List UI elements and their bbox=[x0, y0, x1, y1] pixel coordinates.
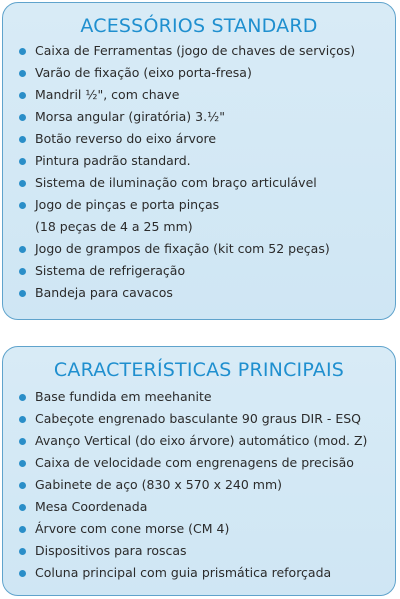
bullet-icon bbox=[19, 246, 26, 253]
list-item bbox=[3, 496, 367, 518]
main-features-panel bbox=[2, 346, 396, 596]
list-item bbox=[3, 562, 367, 584]
list-item-text: Gabinete de aço (830 x 570 x 240 mm) bbox=[35, 477, 283, 492]
list-item bbox=[3, 40, 355, 62]
standard-accessories-panel bbox=[2, 2, 396, 320]
standard-accessories-list bbox=[3, 40, 355, 304]
list-item-text: Avanço Vertical (do eixo árvore) automático (mod. Z) bbox=[35, 433, 368, 448]
bullet-icon bbox=[19, 202, 26, 209]
list-item-text: Botão reverso do eixo árvore bbox=[35, 131, 217, 146]
list-item-continuation bbox=[3, 216, 355, 238]
list-item-text: Dispositivos para roscas bbox=[35, 543, 187, 558]
list-item bbox=[3, 386, 367, 408]
bullet-icon bbox=[19, 548, 26, 555]
list-item-text: Sistema de iluminação com braço articulável bbox=[35, 175, 317, 190]
list-item bbox=[3, 430, 367, 452]
list-item bbox=[3, 282, 355, 304]
bullet-icon bbox=[19, 114, 26, 121]
list-item bbox=[3, 452, 367, 474]
list-item-text: Varão de fixação (eixo porta-fresa) bbox=[35, 65, 252, 80]
list-item bbox=[3, 260, 355, 282]
bullet-icon bbox=[19, 136, 26, 143]
bullet-icon bbox=[19, 268, 26, 275]
list-item-text: Coluna principal com guia prismática reforçada bbox=[35, 565, 332, 580]
main-features-title: CARACTERÍSTICAS PRINCIPAIS bbox=[53, 359, 345, 381]
list-item bbox=[3, 62, 355, 84]
list-item bbox=[3, 128, 355, 150]
list-item-text: Mandril ½", com chave bbox=[35, 87, 180, 102]
bullet-icon bbox=[19, 482, 26, 489]
list-item-text: Sistema de refrigeração bbox=[35, 263, 186, 278]
list-item bbox=[3, 150, 355, 172]
list-item-text: Árvore com cone morse (CM 4) bbox=[35, 521, 230, 536]
bullet-icon bbox=[19, 48, 26, 55]
list-item-text: Mesa Coordenada bbox=[35, 499, 148, 514]
list-item bbox=[3, 84, 355, 106]
bullet-icon bbox=[19, 504, 26, 511]
list-item bbox=[3, 540, 367, 562]
bullet-icon bbox=[19, 526, 26, 533]
bullet-icon bbox=[19, 416, 26, 423]
bullet-icon bbox=[19, 460, 26, 467]
list-item bbox=[3, 518, 367, 540]
list-item-text: Cabeçote engrenado basculante 90 graus DIR - ESQ bbox=[35, 411, 362, 426]
main-features-list bbox=[3, 386, 367, 584]
list-item-text: Jogo de grampos de fixação (kit com 52 peças) bbox=[35, 241, 330, 256]
standard-accessories-title: ACESSÓRIOS STANDARD bbox=[80, 15, 318, 37]
list-item-text: (18 peças de 4 a 25 mm) bbox=[35, 219, 193, 234]
bullet-icon bbox=[19, 394, 26, 401]
list-item-text: Caixa de velocidade com engrenagens de precisão bbox=[35, 455, 354, 470]
bullet-icon bbox=[19, 290, 26, 297]
bullet-icon bbox=[19, 70, 26, 77]
list-item-text: Pintura padrão standard. bbox=[35, 153, 191, 168]
list-item bbox=[3, 172, 355, 194]
list-item-text: Jogo de pinças e porta pinças bbox=[35, 197, 220, 212]
bullet-icon bbox=[19, 158, 26, 165]
list-item-text: Bandeja para cavacos bbox=[35, 285, 173, 300]
list-item-text: Base fundida em meehanite bbox=[35, 389, 212, 404]
bullet-icon bbox=[19, 92, 26, 99]
bullet-icon bbox=[19, 438, 26, 445]
list-item bbox=[3, 474, 367, 496]
list-item bbox=[3, 238, 355, 260]
list-item bbox=[3, 408, 367, 430]
list-item-text: Caixa de Ferramentas (jogo de chaves de serviços) bbox=[35, 43, 356, 58]
list-item bbox=[3, 106, 355, 128]
bullet-icon bbox=[19, 570, 26, 577]
list-item-text: Morsa angular (giratória) 3.½" bbox=[35, 109, 225, 124]
list-item bbox=[3, 194, 355, 216]
bullet-icon bbox=[19, 180, 26, 187]
